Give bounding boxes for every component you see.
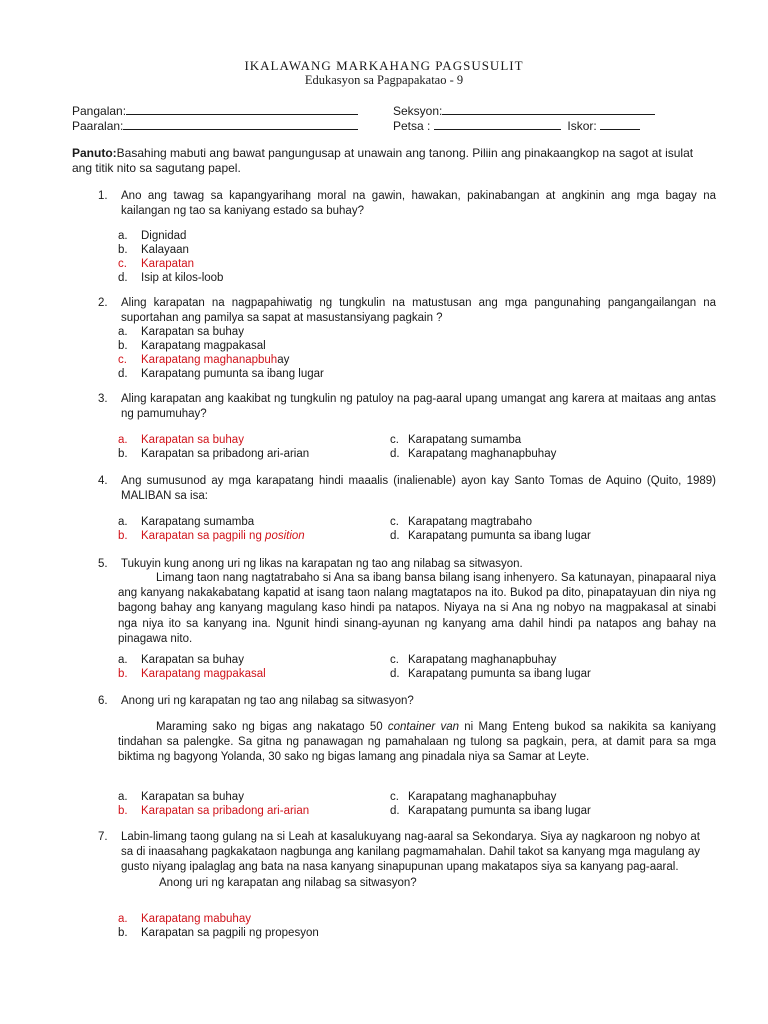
option-text: Karapatan [141,258,195,270]
q6-scenario [118,720,716,766]
pangalan-label: Pangalan: [72,104,127,118]
option-letter: b. [118,927,128,939]
option-text: Karapatan sa buhay [141,791,244,803]
q5-option-a[interactable] [118,653,244,667]
option-letter: a. [118,326,128,338]
option-letter: c. [118,354,127,366]
option-letter: d. [390,530,400,542]
option-letter: a. [118,516,128,528]
question-text: Ang sumusunod ay mga karapatang hindi maaalis (inalienable) ayon kay Santo Tomas de Aquino (Quito, 1989) MALIBAN sa isa: [121,475,716,502]
option-text: Karapatang pumunta sa ibang lugar [141,368,324,380]
option-text: Karapatang sumamba [141,516,255,528]
option-letter: c. [390,791,399,803]
paaralan-field [72,118,358,133]
petsa-blank [434,118,561,130]
option-text: Karapatan sa pagpili ng propesyon [141,927,319,939]
option-text: Kalayaan [141,244,189,256]
option-letter: b. [118,244,128,256]
q5-option-c[interactable] [390,653,556,667]
question-subtext: Anong uri ng karapatan ang nilabag sa sitwasyon? [159,876,417,889]
q3-option-b[interactable] [118,447,309,461]
question-number: 6. [98,695,108,707]
option-text-italic: position [265,530,305,542]
option-letter: b. [118,340,128,352]
option-letter: b. [118,668,128,680]
option-letter: b. [118,530,128,542]
option-text: Karapatang magtrabaho [408,516,533,528]
option-text: Isip at kilos-loob [141,272,224,284]
question-text: Anong uri ng karapatan ng tao ang nilabag sa sitwasyon? [121,695,414,707]
question-number: 3. [98,393,108,405]
option-letter: a. [118,913,128,925]
q7-option-a[interactable] [118,912,251,926]
q4-option-b[interactable] [118,529,305,543]
question-text: Aling karapatan ang kaakibat ng tungkulin ng patuloy na pag-aaral upang umangat ang karera at maitaas ang antas ng pamumuhay? [121,393,716,420]
paaralan-blank [123,118,358,130]
pangalan-blank [126,103,358,115]
question-number: 5. [98,558,108,570]
option-text: Karapatang mabuhay [141,913,251,925]
option-letter: a. [118,230,128,242]
q5-scenario [118,571,716,647]
instructions-label: Panuto: [72,146,117,160]
option-letter: d. [390,805,400,817]
paaralan-label: Paaralan: [72,119,124,133]
option-letter: d. [390,448,400,460]
question-1 [100,189,716,219]
iskor-blank [600,118,640,130]
q2-option-c[interactable] [118,353,289,367]
option-text: Karapatang magpakasal [141,668,266,680]
question-number: 7. [98,831,108,843]
option-text: Karapatang maghanapbuhay [408,448,557,460]
question-text: Aling karapatan na nagpapahiwatig ng tungkulin na matustusan ang mga pangunahing pangangailangan na suportahan ang pamilya sa sapat at masustansiyang pagkain ? [121,297,716,324]
option-text: Karapatang maghanapbuhay [408,654,557,666]
option-text: Karapatan sa pribadong ari-arian [141,805,310,817]
option-text: Dignidad [141,230,187,242]
option-text: Karapatan sa buhay [141,654,244,666]
scenario-italic: container van [387,721,460,733]
q7-option-b[interactable] [118,926,319,940]
question-text: Tukuyin kung anong uri ng likas na karapatan ng tao ang nilabag sa sitwasyon. [121,558,523,570]
q3-option-d[interactable] [390,447,556,461]
option-letter: d. [390,668,400,680]
q3-option-a[interactable] [118,433,244,447]
option-letter: d. [118,272,128,284]
option-letter: b. [118,448,128,460]
q3-option-c[interactable] [390,433,521,447]
option-letter: a. [118,654,128,666]
q6-option-b[interactable] [118,804,309,818]
option-text: Karapatang pumunta sa ibang lugar [408,668,591,680]
option-text-red: Karapatang maghanapbuh [141,354,278,366]
scenario-text: Limang taon nang nagtatrabaho si Ana sa ibang bansa bilang isang inhenyero. Sa katunayan, pinapaaral niya ang kanyang nakakabatang kapatid at isang taon nalang magtatapos na ito. Bukod pa dito, pinapatayuan din niya ng bagong bahay ang kanyang magulang kaso hindi pa natapos. Niyaya na si Ana ng nobyo na magpakasal at sinabi nga niya ito sa kanyang ina. Ngunit hindi sinang-ayunan ng kanyang ama dahil hindi pa natapos ang bahay na pinagawa nito. [118,572,716,645]
option-letter: d. [118,368,128,380]
q6-option-d[interactable] [390,804,591,818]
option-letter: c. [390,516,399,528]
option-letter: c. [118,258,127,270]
option-letter: b. [118,805,128,817]
q1-option-b[interactable] [118,243,189,257]
question-3 [100,392,716,422]
q1-option-a[interactable] [118,229,186,243]
option-text: Karapatan sa buhay [141,326,244,338]
exam-title: IKALAWANG MARKAHANG PAGSUSULIT [244,58,524,73]
q2-option-d[interactable] [118,367,324,381]
seksyon-field [393,103,655,118]
option-text: Karapatang sumamba [408,434,522,446]
q6-option-c[interactable] [390,790,556,804]
q5-option-b[interactable] [118,667,266,681]
petsa-label: Petsa : [393,119,431,133]
question-6 [100,694,716,709]
q4-option-a[interactable] [118,515,254,529]
scenario-part: ni Mang Enteng bukod sa nakikita sa kaniyang tindahan sa palengke. Sa gitna ng panawagan ng pamahalaan ng tulong sa pagkain, pera, at damit para sa mga biktima ng bagyong Yolanda, 30 sako ng bigas lamang ang pinadala niya sa Samar at Leyte. [118,721,716,764]
instructions-text: Basahing mabuti ang bawat pangungusap at unawain ang tanong. Piliin ang pinakaangkop na sagot at isulat ang titik nito sa sagutang papel. [72,146,694,175]
question-text: Ano ang tawag sa kapangyarihang moral na gawin, hawakan, pakinabangan at angkinin ang mga bagay na kailangan ng tao sa kaniyang estado sa buhay? [121,190,716,217]
pangalan-field [72,103,358,118]
scenario-text [118,720,716,766]
scenario-part: Maraming sako ng bigas ang nakatago 50 [156,721,388,733]
question-number: 4. [98,475,108,487]
option-letter: c. [390,654,399,666]
option-text-rest: ay [277,354,290,366]
option-letter: a. [118,434,128,446]
question-number: 1. [98,190,108,202]
question-text: Labin-limang taong gulang na si Leah at kasalukuyang nag-aaral sa Sekondarya. Siya ay nagkaroon ng nobyo at sa di inaasahang pagkakataon nagbunga ang kanilang pagmamahalan. Dahil takot sa kanyang mga magulang ay gusto niyang ipalaglag ang bata na nasa kanyang sinapupunan upang makatapos siya sa kanyang pag-aaral. [121,831,700,874]
question-number: 2. [98,297,108,309]
instructions [72,146,716,176]
petsa-field [393,118,640,133]
option-text: Karapatang pumunta sa ibang lugar [408,530,591,542]
q4-option-d[interactable] [390,529,591,543]
seksyon-blank [442,103,655,115]
option-text: Karapatang pumunta sa ibang lugar [408,805,591,817]
q2-option-a[interactable] [118,325,244,339]
option-text: Karapatan sa pribadong ari-arian [141,448,310,460]
q5-option-d[interactable] [390,667,591,681]
q1-option-c[interactable] [118,257,194,271]
option-text: Karapatan sa pagpili ng [141,530,266,542]
option-text: Karapatang magpakasal [141,340,266,352]
option-letter: a. [118,791,128,803]
option-text: Karapatan sa buhay [141,434,244,446]
iskor-label: Iskor: [567,119,597,133]
q6-option-a[interactable] [118,790,244,804]
question-5 [100,557,716,572]
q1-option-d[interactable] [118,271,223,285]
seksyon-label: Seksyon: [393,104,443,118]
option-letter: c. [390,434,399,446]
question-4 [100,474,716,504]
question-2 [100,296,716,326]
q2-option-b[interactable] [118,339,266,353]
exam-subtitle: Edukasyon sa Pagpapakatao - 9 [304,73,464,87]
question-7 [100,830,700,891]
q4-option-c[interactable] [390,515,532,529]
option-text: Karapatang maghanapbuhay [408,791,557,803]
